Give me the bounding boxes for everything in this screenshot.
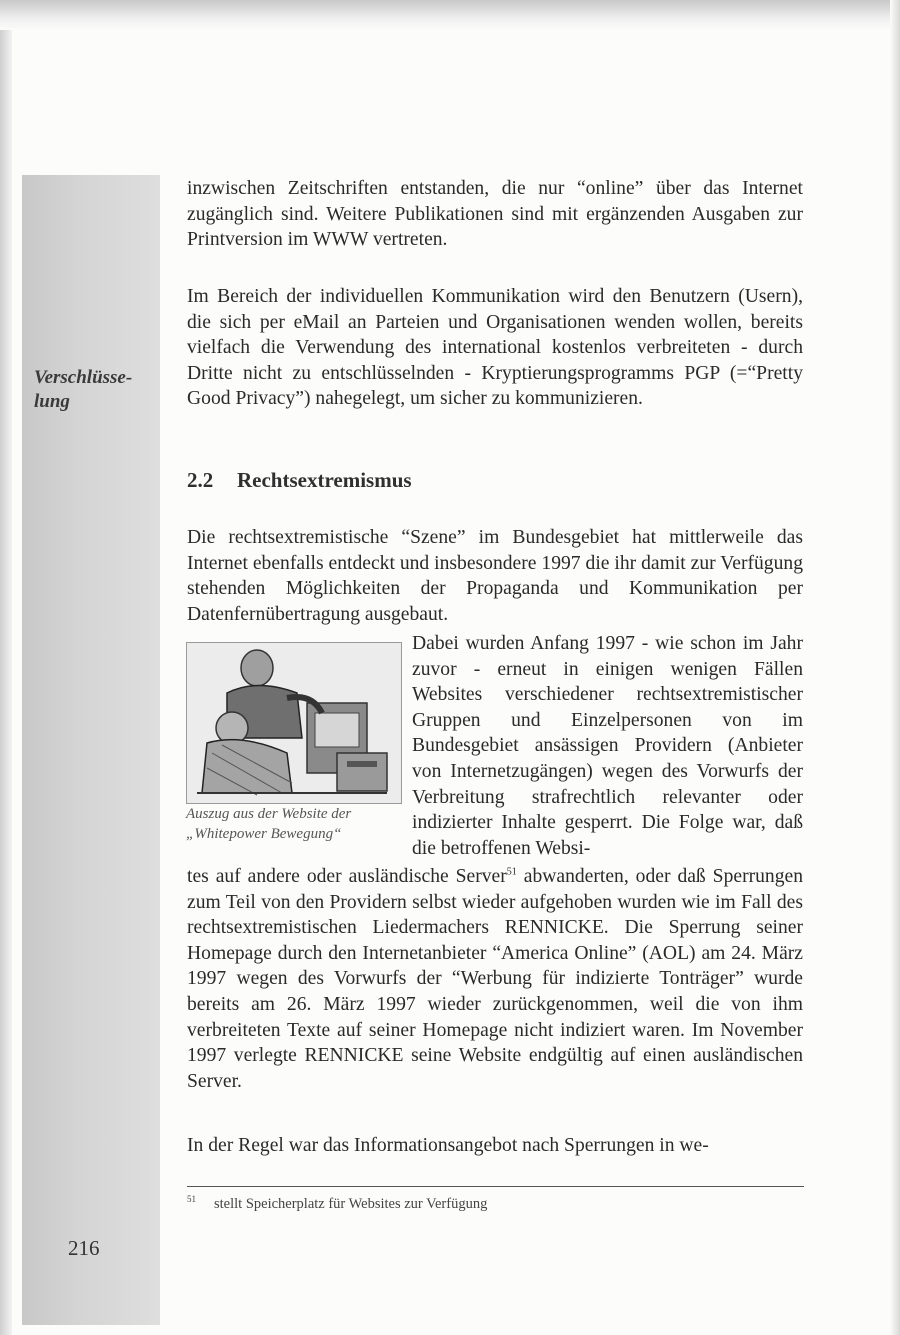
page-number: 216: [68, 1236, 100, 1260]
scan-right-edge: [890, 0, 900, 1335]
paragraph-5: In der Regel war das Informationsangebot nach Sperrungen in we-: [187, 1135, 709, 1156]
section-heading: [187, 468, 412, 493]
paragraph-4: [187, 864, 803, 1094]
scan-left-edge: [0, 30, 12, 1335]
section-title: Rechtsextremismus: [237, 468, 412, 492]
paragraph-1: inzwischen Zeitschriften entstanden, die nur “online” über das Internet zugänglich sind. Weitere Publikationen sind mit ergänzenden Ausgaben zur Printversion im WWW vertreten.: [187, 178, 803, 251]
footnote-mark: 51: [187, 1194, 196, 1204]
footnote-reference: 51: [506, 866, 517, 878]
section-number: 2.2: [187, 468, 214, 492]
paragraph-3: Die rechtsextremistische “Szene” im Bundesgebiet hat mittlerweile das Internet ebenfalls entdeckt und insbesondere 1997 die ihr damit zur Verfügung stehenden Möglichkeiten der Propaganda und Kommunikation per Datenfernübertragung ausgebaut.: [187, 527, 803, 625]
footnote-divider: [187, 1186, 804, 1187]
paragraph-4-start: tes auf andere oder ausländische Server: [187, 866, 507, 887]
website-excerpt-image: [186, 642, 402, 804]
paragraph-2: Im Bereich der individuellen Kommunikation wird den Benutzern (Usern), die sich per eMail an Parteien und Organisationen wenden wollen, bereits vielfach die Verwendung des international kostenlos verbreiteten - durch Dritte nicht zu entschlüsselnden - Kryptierungsprogramms PGP (=“Pretty Good Privacy”) nahegelegt, um sicher zu kommunizieren.: [187, 286, 803, 410]
paragraph-wrapped: Dabei wurden Anfang 1997 - wie schon im Jahr zuvor - erneut in einigen wenigen Fällen Websites verschiedener rechtsextremistischer Gruppen und Einzelpersonen von im Bundesgebiet ansässigen Providern (Anbieter von Internetzugängen) wegen des Vorwurfs der Verbreitung strafrechtlich relevanter oder indizierter Inhalte gesperrt. Die Folge war, daß die betroffenen Websi-: [412, 633, 803, 859]
footnote: [187, 1194, 487, 1213]
figure-caption: Auszug aus der Website der „Whitepower Bewegung“: [186, 806, 352, 842]
margin-sidebar: [22, 175, 160, 1325]
paragraph-4-rest: abwanderten, oder daß Sperrungen zum Teil von den Providern selbst wieder aufgehoben wurden wie im Fall des rechtsextremistischen Liedermachers RENNICKE. Die Sperrung seiner Homepage durch den Internetanbieter “America Online” (AOL) am 24. März 1997 wegen des Vorwurfs der “Werbung für indizierte Tonträger” wurde bereits am 26. März 1997 wieder zurückgenommen, weil die von ihm verbreiteten Texte auf seiner Homepage nicht indiziert waren. Im November 1997 verlegte RENNICKE seine Website endgültig auf einen ausländischen Server.: [187, 866, 803, 1092]
footnote-text: stellt Speicherplatz für Websites zur Verfügung: [214, 1195, 488, 1212]
scan-top-shadow: [0, 0, 900, 30]
margin-note: Verschlüsse- lung: [34, 367, 133, 412]
illustration-graphic: [187, 643, 401, 803]
